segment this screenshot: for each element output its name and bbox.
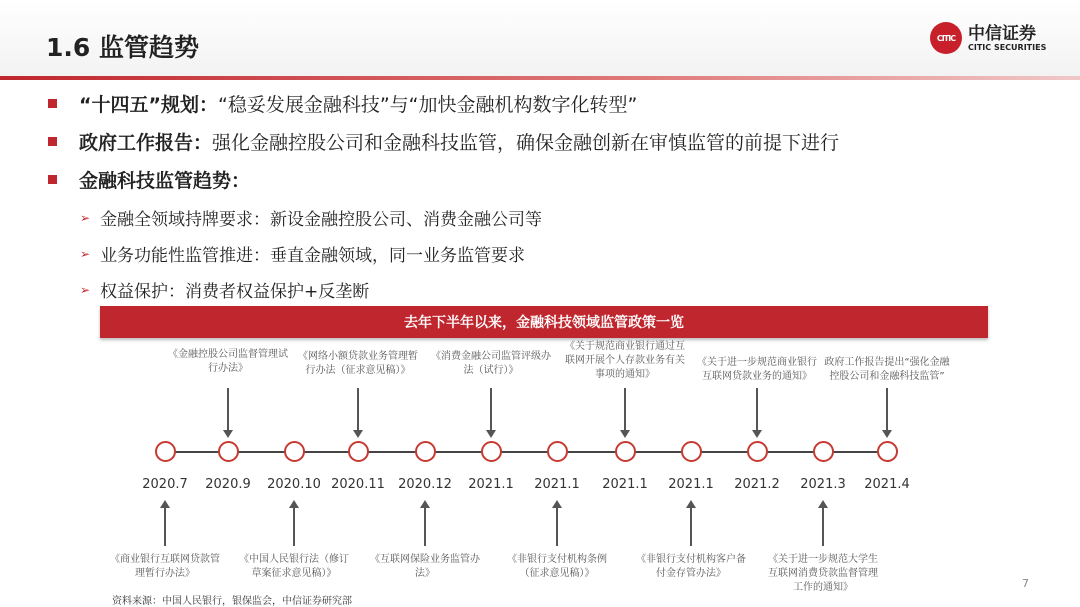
timeline-node [218,441,239,462]
timeline-axis [165,451,887,453]
sub-bullet-text: 权益保护：消费者权益保护+反垄断 [100,282,370,302]
logo-en: CITIC SECURITIES [968,42,1047,52]
arrow-up-icon [293,502,295,546]
page-number: 7 [1022,577,1029,590]
bullet-1 [48,90,637,117]
bottom-policy-note: 《关于进一步规范大学生互联网消费贷款监督管理工作的通知》 [768,554,878,593]
sub-bullet-1 [80,205,542,230]
sub-bullet-3 [80,277,369,302]
top-policy-note: 《关于进一步规范商业银行互联网贷款业务的通知》 [697,357,817,382]
arrow-down-icon [227,388,229,436]
bullet-label: “十四五”规划： [79,94,218,116]
timeline-node [284,441,305,462]
arrow-down-icon [357,388,359,436]
timeline-date: 2020.9 [205,477,251,492]
timeline-date: 2021.1 [668,477,714,492]
timeline-date: 2021.1 [602,477,648,492]
arrow-up-icon [556,502,558,546]
bullet-text: “稳妥发展金融科技”与“加快金融机构数字化转型” [217,94,638,116]
page-title: 1.6 监管趋势 [46,33,199,62]
bullet-3 [48,166,250,193]
timeline-date: 2021.4 [864,477,910,492]
timeline-date: 2021.2 [734,477,780,492]
timeline-banner: 去年下半年以来，金融科技领域监管政策一览 [100,306,988,338]
timeline-node [547,441,568,462]
arrow-up-icon [164,502,166,546]
top-policy-note: 《消费金融公司监管评级办法（试行）》 [431,351,551,376]
timeline-node [877,441,898,462]
timeline-node [747,441,768,462]
timeline-node [481,441,502,462]
sub-bullet-text: 金融全领域持牌要求：新设金融控股公司、消费金融公司等 [100,210,543,230]
source-note: 资料来源：中国人民银行，银保监会，中信证券研究部 [112,596,352,607]
arrow-up-icon [424,502,426,546]
bullet-label: 政府工作报告： [79,132,213,154]
timeline-date: 2020.7 [142,477,188,492]
timeline-node [348,441,369,462]
timeline-node [415,441,436,462]
square-bullet-icon [48,137,57,146]
bottom-policy-note: 《互联网保险业务监管办法》 [370,554,480,579]
timeline-node [681,441,702,462]
chevron-right-icon: ➢ [80,282,91,297]
timeline-date: 2021.1 [534,477,580,492]
arrow-up-icon [690,502,692,546]
bullet-label: 金融科技监管趋势： [79,170,251,192]
timeline-date: 2021.3 [800,477,846,492]
arrow-down-icon [886,388,888,436]
bullet-2 [48,128,839,155]
arrow-down-icon [756,388,758,436]
bottom-policy-note: 《非银行支付机构条例（征求意见稿）》 [507,554,607,579]
arrow-down-icon [624,388,626,436]
logo-cn: 中信证券 [968,23,1036,44]
top-policy-note: 《关于规范商业银行通过互联网开展个人存款业务有关事项的通知》 [565,341,685,380]
timeline-date: 2020.11 [331,477,385,492]
bottom-policy-note: 《中国人民银行法（修订草案征求意见稿）》 [239,554,349,579]
timeline-node [155,441,176,462]
arrow-up-icon [822,502,824,546]
timeline-date: 2021.1 [468,477,514,492]
timeline-date: 2020.10 [267,477,321,492]
bottom-policy-note: 《非银行支付机构客户备付金存管办法》 [636,554,746,579]
sub-bullet-text: 业务功能性监管推进：垂直金融领域，同一业务监管要求 [100,246,526,266]
timeline-node [615,441,636,462]
bullet-text: 强化金融控股公司和金融科技监管，确保金融创新在审慎监管的前提下进行 [212,132,840,154]
square-bullet-icon [48,175,57,184]
square-bullet-icon [48,99,57,108]
arrow-down-icon [490,388,492,436]
top-policy-note: 《金融控股公司监督管理试行办法》 [168,349,288,374]
timeline-date: 2020.12 [398,477,452,492]
top-policy-note: 《网络小额贷款业务管理暂行办法（征求意见稿）》 [298,351,418,376]
chevron-right-icon: ➢ [80,246,91,261]
sub-bullet-2 [80,241,525,266]
citic-logo [930,22,1046,54]
header-divider [0,76,1080,80]
chevron-right-icon: ➢ [80,210,91,225]
citic-logo-icon: CITIC [930,22,962,54]
bottom-policy-note: 《商业银行互联网贷款管理暂行办法》 [110,554,220,579]
top-policy-note: 政府工作报告提出“强化金融控股公司和金融科技监管” [824,357,950,382]
timeline-node [813,441,834,462]
